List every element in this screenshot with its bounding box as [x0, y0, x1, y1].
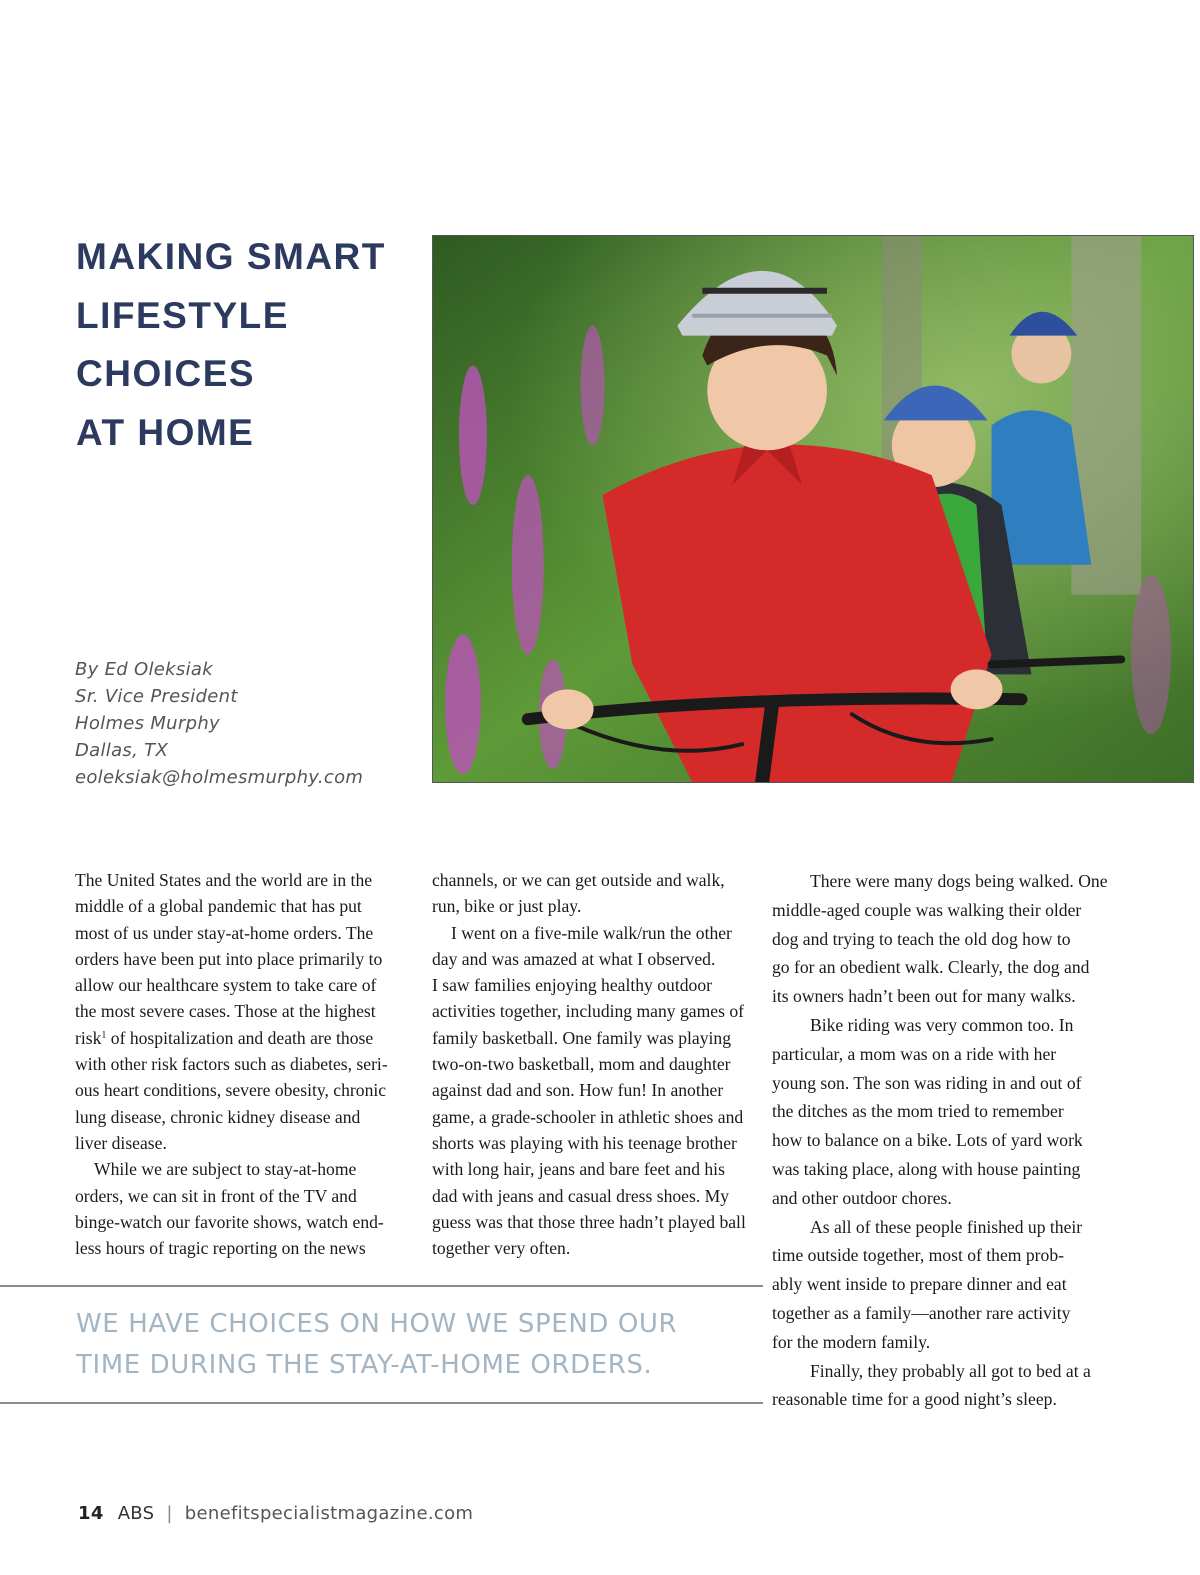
- text-line: the ditches as the mom tried to remember: [772, 1101, 1064, 1122]
- body-column-3: [772, 867, 1126, 1414]
- text-line: together as a family—another rare activity: [772, 1302, 1071, 1323]
- text-line: and other outdoor chores.: [772, 1187, 952, 1208]
- pull-quote: [76, 1304, 677, 1386]
- text-line: game, a grade-schooler in athletic shoes and: [432, 1106, 744, 1127]
- text-line: I went on a five-mile walk/run the other: [451, 922, 732, 943]
- body-column-1: [75, 867, 405, 1261]
- text-line: dog and trying to teach the old dog how to: [772, 928, 1071, 949]
- text-line: channels, or we can get outside and walk,: [432, 870, 725, 890]
- author-byline: [75, 656, 363, 791]
- text-line: day and was amazed at what I observed.: [432, 948, 716, 969]
- text-line: As all of these people finished up their: [810, 1216, 1083, 1237]
- text-line: activities together, including many games of: [432, 1001, 744, 1022]
- text-line: reasonable time for a good night’s sleep.: [772, 1389, 1057, 1410]
- paragraph: [772, 867, 1126, 1011]
- page-number: 14: [78, 1503, 104, 1524]
- title-line: MAKING SMART: [76, 236, 386, 277]
- text-line: against dad and son. How fun! In another: [432, 1080, 724, 1101]
- paragraph: [432, 920, 765, 1262]
- text-line: binge-watch our favorite shows, watch end-: [75, 1211, 384, 1232]
- article-title: [76, 228, 416, 462]
- text-line: was taking place, along with house painting: [772, 1158, 1081, 1179]
- text-line: liver disease.: [75, 1132, 167, 1153]
- text-line: Bike riding was very common too. In: [810, 1014, 1074, 1035]
- footnote-marker: 1: [101, 1029, 107, 1041]
- text-line: I saw families enjoying healthy outdoor: [432, 975, 712, 996]
- pull-quote-bottom-rule: [0, 1402, 763, 1404]
- text-line: two-on-two basketball, mom and daughter: [432, 1054, 731, 1075]
- text-line: the most severe cases. Those at the highest: [75, 1001, 376, 1022]
- text-line: orders, we can sit in front of the TV and: [75, 1185, 357, 1206]
- author-name: By Ed Oleksiak: [75, 659, 213, 680]
- text-line: orders have been put into place primarily to: [75, 948, 383, 969]
- text-line: middle of a global pandemic that has put: [75, 896, 362, 917]
- photo-illustration: [433, 236, 1193, 782]
- page-footer: [78, 1503, 473, 1524]
- text-line: shorts was playing with his teenage brother: [432, 1132, 737, 1153]
- text-line: run, bike or just play.: [432, 896, 582, 917]
- author-email[interactable]: eoleksiak@holmesmurphy.com: [75, 767, 364, 788]
- pull-quote-top-rule: [0, 1285, 763, 1287]
- text-line: with long hair, jeans and bare feet and his: [432, 1159, 725, 1180]
- text-line: less hours of tragic reporting on the news: [75, 1238, 366, 1259]
- author-company: Holmes Murphy: [75, 713, 220, 734]
- title-line: LIFESTYLE: [76, 294, 289, 336]
- text-line: most of us under stay-at-home orders. The: [75, 922, 374, 943]
- text-line: While we are subject to stay-at-home: [94, 1159, 357, 1180]
- text-fragment: of hospitalization and death are those: [106, 1027, 374, 1048]
- text-line: how to balance on a bike. Lots of yard work: [772, 1130, 1083, 1151]
- text-line: lung disease, chronic kidney disease and: [75, 1106, 361, 1127]
- text-line: its owners hadn’t been out for many walks.: [772, 986, 1076, 1007]
- text-line: Finally, they probably all got to bed at a: [810, 1360, 1091, 1381]
- text-line: ous heart conditions, severe obesity, chronic: [75, 1080, 387, 1101]
- text-line: together very often.: [432, 1238, 571, 1259]
- text-line: dad with jeans and casual dress shoes. My: [432, 1185, 730, 1206]
- text-line: ably went inside to prepare dinner and eat: [772, 1274, 1067, 1295]
- publication-name: ABS: [117, 1503, 155, 1524]
- text-line: [75, 1025, 405, 1051]
- family-biking-photo: [432, 235, 1194, 783]
- paragraph: [772, 1011, 1126, 1213]
- text-line: middle-aged couple was walking their older: [772, 899, 1082, 920]
- text-line: for the modern family.: [772, 1331, 931, 1352]
- text-line: There were many dogs being walked. One: [810, 871, 1108, 891]
- paragraph: [75, 1156, 405, 1261]
- text-line: family basketball. One family was playing: [432, 1027, 732, 1048]
- pull-quote-line: WE HAVE CHOICES ON HOW WE SPEND OUR: [76, 1309, 678, 1339]
- paragraph: [772, 1213, 1126, 1357]
- paragraph: [75, 867, 405, 1156]
- footer-separator: |: [166, 1503, 173, 1524]
- text-line: particular, a mom was on a ride with her: [772, 1043, 1057, 1064]
- author-title: Sr. Vice President: [75, 686, 238, 707]
- body-column-2: [432, 867, 765, 1261]
- paragraph: [772, 1357, 1126, 1415]
- website-link[interactable]: benefitspecialistmagazine.com: [184, 1503, 474, 1524]
- paragraph: [432, 867, 765, 920]
- text-line: go for an obedient walk. Clearly, the dog and: [772, 957, 1090, 978]
- author-location: Dallas, TX: [75, 740, 169, 761]
- title-line: CHOICES: [76, 353, 256, 394]
- text-line: with other risk factors such as diabetes, seri-: [75, 1054, 388, 1075]
- text-line: young son. The son was riding in and out of: [772, 1072, 1082, 1093]
- text-line: guess was that those three hadn’t played ball: [432, 1211, 746, 1232]
- title-line: AT HOME: [76, 411, 255, 453]
- risk-word: risk: [75, 1027, 102, 1048]
- text-line: time outside together, most of them prob-: [772, 1245, 1064, 1266]
- pull-quote-line: TIME DURING THE STAY-AT-HOME ORDERS.: [76, 1350, 653, 1380]
- text-line: The United States and the world are in the: [75, 870, 373, 890]
- text-line: allow our healthcare system to take care of: [75, 975, 377, 996]
